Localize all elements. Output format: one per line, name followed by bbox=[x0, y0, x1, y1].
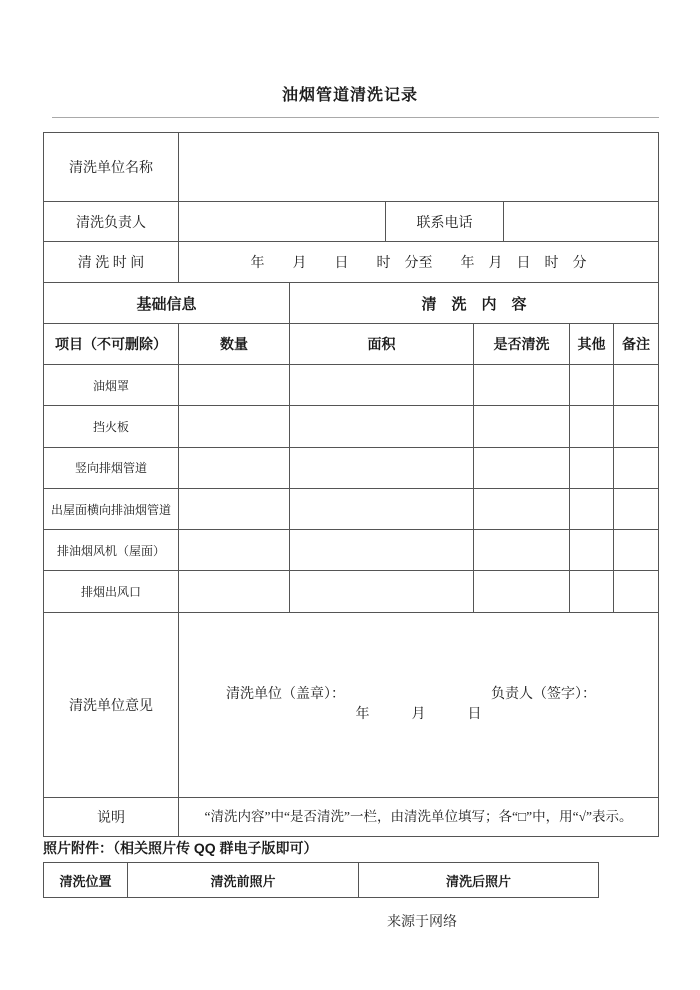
row-column-headers bbox=[44, 323, 658, 364]
other-cell bbox=[569, 530, 613, 570]
note-text: “清洗内容”中“是否清洗”一栏，由清洗单位填写；各“□”中，用“√”表示。 bbox=[204, 809, 633, 825]
other-cell bbox=[569, 448, 613, 488]
item-label: 油烟罩 bbox=[92, 378, 129, 393]
cleaned-cell bbox=[473, 489, 569, 529]
source-note: 来源于网络 bbox=[387, 915, 457, 930]
phone-label: 联系电话 bbox=[385, 202, 503, 241]
row-cleaning-time bbox=[44, 241, 658, 282]
area-cell bbox=[289, 571, 473, 611]
cleaned-cell bbox=[473, 530, 569, 570]
row-unit-opinion bbox=[44, 612, 658, 797]
opinion-signature-line bbox=[179, 685, 658, 705]
photo-before-header: 清洗前照片 bbox=[127, 863, 358, 897]
photo-location-header: 清洗位置 bbox=[59, 873, 112, 889]
phone-value-cell bbox=[503, 202, 658, 241]
opinion-sign-label: 负责人（签字）： bbox=[491, 686, 596, 702]
cleaned-cell bbox=[473, 406, 569, 446]
quantity-cell bbox=[178, 530, 289, 570]
area-cell bbox=[289, 489, 473, 529]
item-label: 排烟出风口 bbox=[80, 585, 141, 600]
opinion-stamp-label: 清洗单位（盖章）： bbox=[226, 686, 345, 702]
other-cell bbox=[569, 571, 613, 611]
item-row-horizontal-roof-duct bbox=[44, 488, 658, 529]
column-header-area: 面积 bbox=[289, 324, 473, 364]
note-cell bbox=[178, 798, 658, 836]
cleaned-cell bbox=[473, 448, 569, 488]
area-cell bbox=[289, 448, 473, 488]
column-header-item: 项目（不可删除） bbox=[55, 336, 167, 352]
row-unit-name bbox=[44, 133, 658, 201]
time-label: 清 洗 时 间 bbox=[77, 256, 145, 271]
item-row-vertical-duct bbox=[44, 447, 658, 488]
column-header-cleaned: 是否清洗 bbox=[473, 324, 569, 364]
cleaning-content-header: 清 洗 内 容 bbox=[289, 283, 658, 323]
opinion-label: 清洗单位意见 bbox=[69, 698, 153, 714]
item-label: 竖向排烟管道 bbox=[74, 461, 147, 476]
basic-info-header: 基础信息 bbox=[136, 295, 197, 313]
unit-name-value-cell bbox=[178, 133, 658, 201]
remark-cell bbox=[613, 365, 658, 405]
unit-name-label: 清洗单位名称 bbox=[69, 161, 153, 176]
remark-cell bbox=[613, 448, 658, 488]
cleaned-cell bbox=[473, 365, 569, 405]
title-divider bbox=[52, 117, 659, 118]
item-label: 出屋面横向排油烟管道 bbox=[50, 502, 171, 517]
other-cell bbox=[569, 406, 613, 446]
other-cell bbox=[569, 365, 613, 405]
item-label: 挡火板 bbox=[92, 419, 129, 434]
time-value: 年 月 日 时 分至 年 月 日 时 分 bbox=[178, 242, 658, 282]
row-leader-phone bbox=[44, 201, 658, 241]
area-cell bbox=[289, 406, 473, 446]
area-cell bbox=[289, 365, 473, 405]
item-label: 排油烟风机（屋面） bbox=[56, 543, 165, 558]
note-label: 说明 bbox=[97, 810, 125, 826]
quantity-cell bbox=[178, 406, 289, 446]
row-section-headers bbox=[44, 282, 658, 323]
leader-value-cell bbox=[178, 202, 385, 241]
quantity-cell bbox=[178, 571, 289, 611]
remark-cell bbox=[613, 406, 658, 446]
item-row-fire-baffle bbox=[44, 405, 658, 446]
photo-after-header: 清洗后照片 bbox=[358, 863, 598, 897]
remark-cell bbox=[613, 571, 658, 611]
row-note bbox=[44, 797, 658, 836]
leader-label: 清洗负责人 bbox=[76, 215, 146, 231]
column-header-remark: 备注 bbox=[613, 324, 658, 364]
remark-cell bbox=[613, 530, 658, 570]
item-row-outlet bbox=[44, 570, 658, 611]
other-cell bbox=[569, 489, 613, 529]
item-row-hood bbox=[44, 364, 658, 405]
photo-attachment-heading: 照片附件：（相关照片传 QQ 群电子版即可） bbox=[43, 840, 318, 856]
page-title: 油烟管道清洗记录 bbox=[281, 87, 418, 104]
remark-cell bbox=[613, 489, 658, 529]
area-cell bbox=[289, 530, 473, 570]
main-form-table bbox=[43, 132, 659, 837]
quantity-cell bbox=[178, 365, 289, 405]
cleaned-cell bbox=[473, 571, 569, 611]
photo-table bbox=[43, 862, 599, 898]
quantity-cell bbox=[178, 489, 289, 529]
quantity-cell bbox=[178, 448, 289, 488]
column-header-quantity: 数量 bbox=[178, 324, 289, 364]
column-header-other: 其他 bbox=[569, 324, 613, 364]
opinion-date-line: 年 月 日 bbox=[355, 706, 482, 722]
item-row-exhaust-fan bbox=[44, 529, 658, 570]
opinion-body bbox=[178, 613, 658, 797]
